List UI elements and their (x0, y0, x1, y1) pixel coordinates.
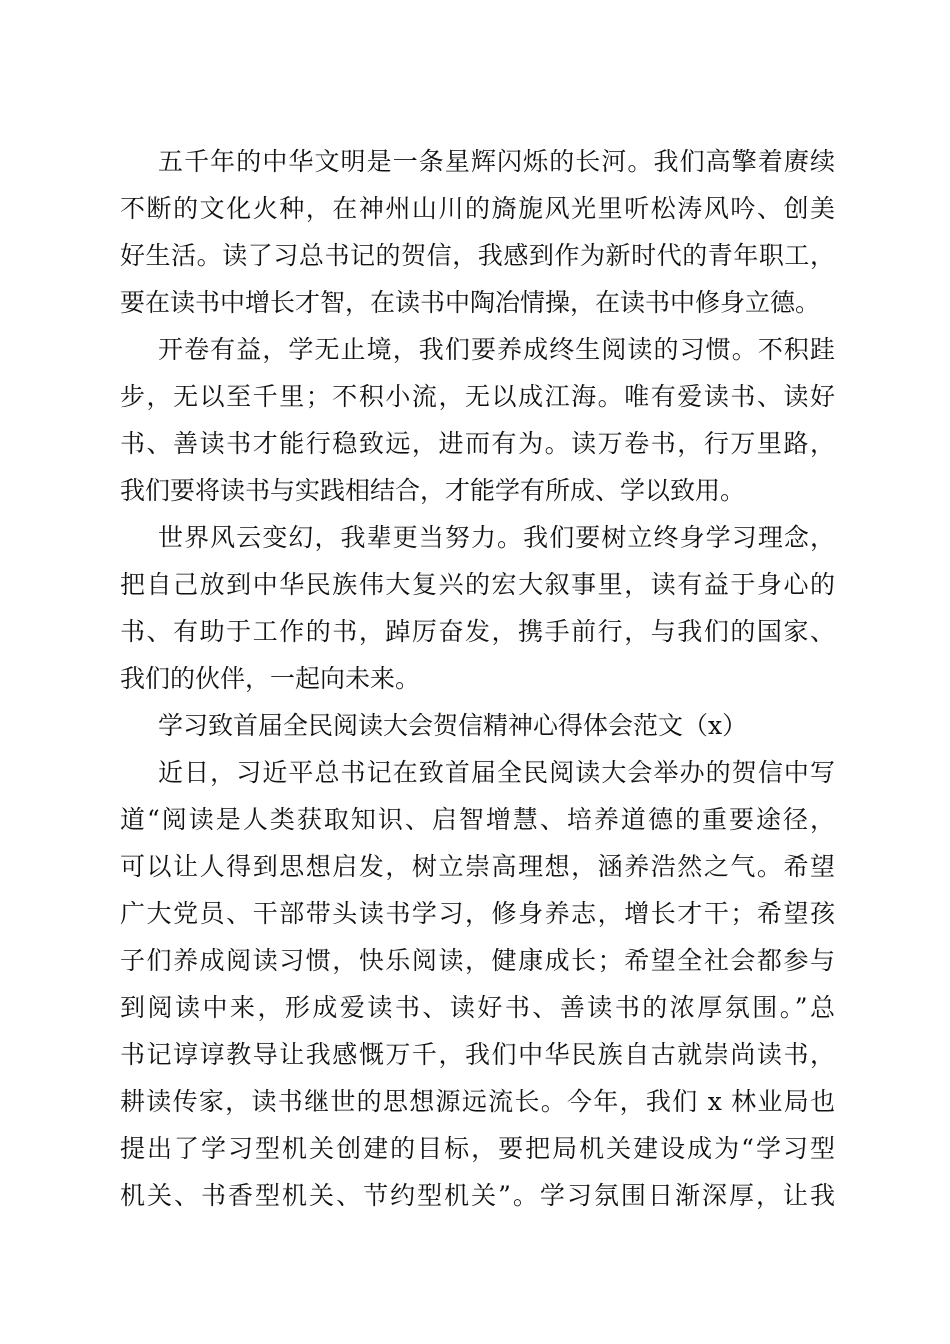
paragraph-2-line-4: 我们要将读书与实践相结合，才能学有所成、学以致用。 (120, 476, 746, 505)
paragraph-4-line-10: 机关、书香型机关、节约型机关”。学习氛围日渐深厚，让我 (120, 1181, 835, 1210)
paragraph-1-line-2: 不断的文化火种，在神州山川的旖旎风光里听松涛风吟、创美 (120, 194, 835, 223)
paragraph-4-line-4: 广大党员、干部带头读书学习，修身养志，增长才干；希望孩 (120, 899, 835, 928)
paragraph-4-line-5: 子们养成阅读习惯，快乐阅读，健康成长；希望全社会都参与 (120, 946, 835, 975)
paragraph-3-line-4: 我们的伙伴，一起向未来。 (120, 664, 421, 693)
paragraph-4-line-7: 书记谆谆教导让我感慨万千，我们中华民族自古就崇尚读书， (120, 1040, 835, 1069)
document-body (120, 138, 835, 1219)
paragraph-4-line-8: 耕读传家，读书继世的思想源远流长。今年，我们 x 林业局也 (120, 1087, 835, 1116)
paragraph-2-line-2: 步，无以至千里；不积小流，无以成江海。唯有爱读书、读好 (120, 382, 835, 411)
paragraph-3-line-1: 世界风云变幻，我辈更当努力。我们要树立终身学习理念， (158, 523, 835, 552)
paragraph-4-line-6: 到阅读中来，形成爱读书、读好书、善读书的浓厚氛围。”总 (120, 993, 835, 1022)
paragraph-2-line-1: 开卷有益，学无止境，我们要养成终生阅读的习惯。不积跬 (158, 335, 835, 364)
paragraph-4-line-1: 近日，习近平总书记在致首届全民阅读大会举办的贺信中写 (158, 758, 835, 787)
paragraph-4-line-3: 可以让人得到思想启发，树立崇高理想，涵养浩然之气。希望 (120, 852, 835, 881)
section-title: 学习致首届全民阅读大会贺信精神心得体会范文（x） (158, 711, 748, 740)
paragraph-1-line-3: 好生活。读了习总书记的贺信，我感到作为新时代的青年职工， (120, 241, 835, 270)
paragraph-2-line-3: 书、善读书才能行稳致远，进而有为。读万卷书，行万里路， (120, 429, 835, 458)
paragraph-1-line-1: 五千年的中华文明是一条星辉闪烁的长河。我们高擎着赓续 (158, 147, 835, 176)
paragraph-3-line-3: 书、有助于工作的书，踔厉奋发，携手前行，与我们的国家、 (120, 617, 835, 646)
paragraph-4-line-9: 提出了学习型机关创建的目标，要把局机关建设成为“学习型 (120, 1134, 835, 1163)
paragraph-3-line-2: 把自己放到中华民族伟大复兴的宏大叙事里，读有益于身心的 (120, 570, 835, 599)
paragraph-4-line-2: 道“阅读是人类获取知识、启智增慧、培养道德的重要途径， (120, 805, 835, 834)
paragraph-1-line-4: 要在读书中增长才智，在读书中陶冶情操，在读书中修身立德。 (120, 288, 821, 317)
